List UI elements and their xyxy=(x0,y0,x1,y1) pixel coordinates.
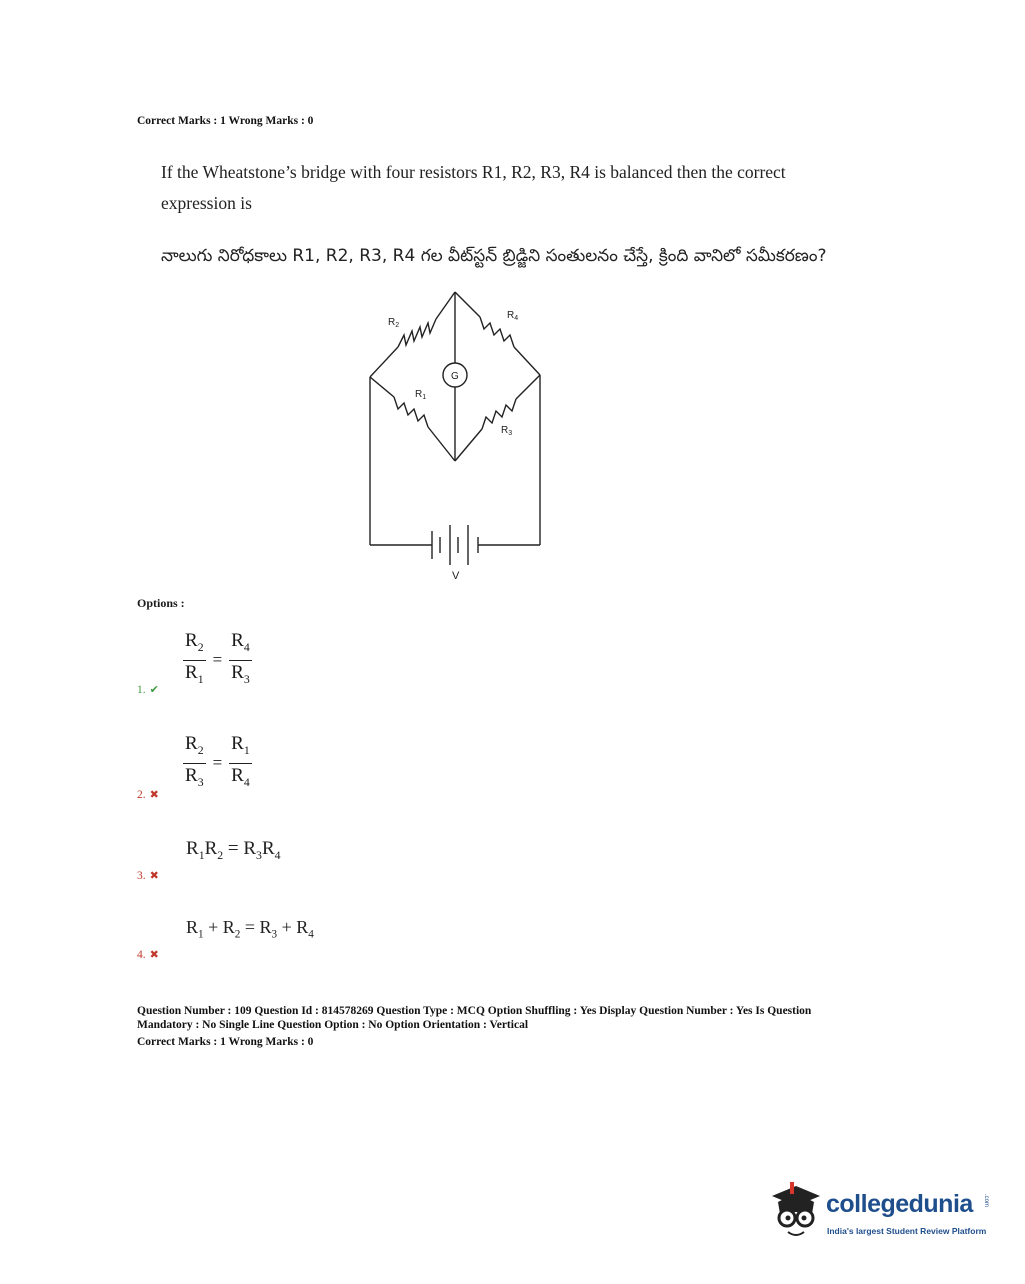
option-1-number: 1. ✔ xyxy=(137,683,159,696)
cross-icon: ✖ xyxy=(149,948,159,961)
frac-denominator: $R_1$ xyxy=(185,661,204,686)
question-english-line2: expression is xyxy=(161,193,252,213)
option-2-formula[interactable]: $\frac{R_2}{R_3}$ = $\frac{R_1}{R_4}$ xyxy=(183,733,252,794)
label-r3: $R_3$ xyxy=(501,425,513,437)
frac-denominator: $R_4$ xyxy=(231,764,250,789)
cross-icon: ✖ xyxy=(149,869,159,882)
question-meta-line1: Question Number : 109 Question Id : 814578269 Question Type : MCQ Option Shuffling : Yes Display Question Number : Yes Is Question xyxy=(137,1005,812,1017)
brand-tagline: India's largest Student Review Platform xyxy=(827,1226,987,1236)
label-r1: $R_1$ xyxy=(415,389,427,401)
option-4-formula[interactable]: $R_1 + R_2 = R_3 + R_4$ xyxy=(186,917,314,941)
question-meta-line2: Mandatory : No Single Line Question Option : No Option Orientation : Vertical xyxy=(137,1019,529,1031)
question-telugu: నాలుగు నిరోధకాలు R1, R2, R3, R4 గల వీట్‌స్టన్ బ్రిడ్జిని సంతులనం చేస్తే, క్రింది వానిలో సమీకరణం? xyxy=(161,246,827,266)
voltage-label: V xyxy=(452,570,460,582)
collegedunia-logo[interactable] xyxy=(766,1176,996,1246)
galvanometer-label: G xyxy=(451,371,459,382)
mascot-icon xyxy=(766,1180,824,1244)
question-english-line1: If the Wheatstone’s bridge with four resistors R1, R2, R3, R4 is balanced then the correct xyxy=(161,162,786,182)
question-meta xyxy=(137,1004,937,1032)
wheatstone-bridge-diagram xyxy=(360,285,550,585)
label-r2: $R_2$ xyxy=(388,317,400,329)
frac-denominator: $R_3$ xyxy=(185,764,204,789)
options-label: Options : xyxy=(137,596,185,610)
frac-denominator: $R_3$ xyxy=(231,661,250,686)
frac-numerator: $R_4$ xyxy=(229,630,252,661)
brand-dotcom: .com xyxy=(983,1194,989,1208)
option-1-formula[interactable]: $\frac{R_2}{R_1}$ = $\frac{R_4}{R_3}$ xyxy=(183,630,252,691)
frac-numerator: $R_2$ xyxy=(183,733,206,764)
frac-numerator: $R_2$ xyxy=(183,630,206,661)
footer-marks-line: Correct Marks : 1 Wrong Marks : 0 xyxy=(137,1036,314,1048)
option-3-number: 3. ✖ xyxy=(137,869,159,882)
brand-name: collegedunia xyxy=(826,1190,973,1218)
header-marks-line: Correct Marks : 1 Wrong Marks : 0 xyxy=(137,115,314,127)
cross-icon: ✖ xyxy=(149,788,159,801)
label-r4: $R_4$ xyxy=(507,310,519,322)
check-icon: ✔ xyxy=(149,683,159,696)
frac-numerator: $R_1$ xyxy=(229,733,252,764)
question-text xyxy=(161,157,881,219)
option-3-formula[interactable]: $R_1R_2 = R_3R_4$ xyxy=(186,838,281,862)
option-2-number: 2. ✖ xyxy=(137,788,159,801)
option-4-number: 4. ✖ xyxy=(137,948,159,961)
